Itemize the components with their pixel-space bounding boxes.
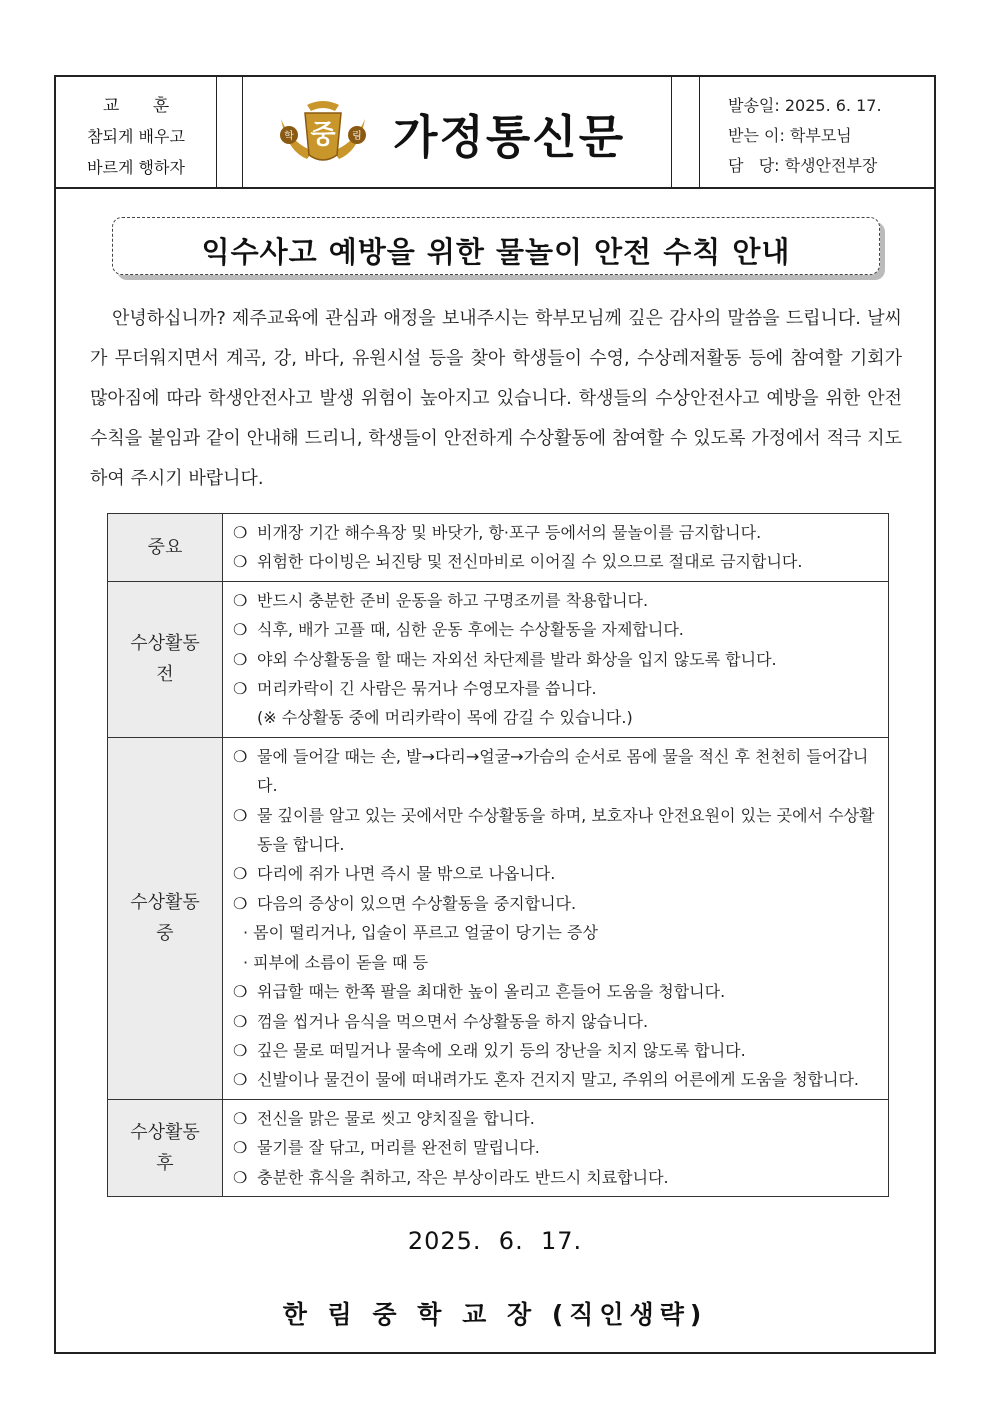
bullet-icon: ❍: [233, 982, 248, 1002]
bullet-icon: ❍: [233, 590, 248, 610]
bullet-icon: ❍: [233, 523, 248, 542]
rule-item: ❍ 다리에 쥐가 나면 즉시 물 밖으로 나옵니다.: [233, 859, 880, 888]
bullet-icon: ❍: [233, 649, 248, 669]
motto-line-2: 바르게 행하자: [87, 158, 185, 177]
safety-rules-table: [107, 513, 889, 1197]
rule-item: ❍ 위급할 때는 한쪽 팔을 최대한 높이 올리고 흔들어 도움을 청합니다.: [233, 977, 880, 1006]
newsletter-frame: [54, 75, 936, 1354]
department: 담 당: 학생안전부장: [728, 156, 878, 175]
rule-item: ❍ 야외 수상활동을 할 때는 자외선 차단제를 발라 화상을 입지 않도록 합니다.: [233, 645, 880, 674]
motto-line-1: 참되게 배우고: [87, 127, 185, 146]
svg-text:림: 림: [352, 131, 362, 142]
bullet-icon: ❍: [233, 746, 248, 766]
intro-paragraph: 안녕하십니까? 제주교육에 관심과 애정을 보내주시는 학부모님께 깊은 감사의 말씀을 드립니다. 날씨가 무더워지면서 계곡, 강, 바다, 유원시설 등을 찾아 학생들이 수영, 수상레저활동 등에 참여할 기회가 많아짐에 따라 학생안전사고 발생 위험이 높아지고 있습니다. 학생들의 수상안전사고 예방을 위한 안전수칙을 붙임과 같이 안내해 드리니, 학생들이 안전하게 수상활동에 참여할 수 있도록 가정에서 적극 지도하여 주시기 바랍니다.: [90, 308, 902, 489]
rules-row-after: [108, 1099, 889, 1196]
recipient: 받는 이: 학부모님: [728, 126, 852, 145]
bullet-icon: ❍: [233, 1138, 248, 1158]
rule-item: ❍ 깊은 물로 떠밀거나 물속에 오래 있기 등의 장난을 치지 않도록 합니다.: [233, 1036, 880, 1065]
rule-subitem: · 피부에 소름이 돋을 때 등: [243, 952, 429, 972]
bullet-icon: ❍: [233, 805, 248, 825]
rule-item: ❍ 비개장 기간 해수욕장 및 바닷가, 항·포구 등에서의 물놀이를 금지합니다.: [233, 518, 880, 547]
bullet-icon: ❍: [233, 620, 248, 640]
header-spacer-2: [671, 77, 700, 187]
rule-item: ❍ 껌을 씹거나 음식을 먹으면서 수상활동을 하지 않습니다.: [233, 1007, 880, 1036]
rule-item: ❍ 물에 들어갈 때는 손, 발→다리→얼굴→가슴의 순서로 몸에 물을 적신 후 천천히 들어갑니다.: [233, 742, 880, 801]
bullet-icon: ❍: [233, 1070, 248, 1090]
rule-item: ❍ 충분한 휴식을 취하고, 작은 부상이라도 반드시 치료합니다.: [233, 1163, 880, 1192]
category-during: 수상활동 중: [108, 737, 223, 1099]
rules-row-before: [108, 581, 889, 737]
rule-item: ❍ 머리카락이 긴 사람은 묶거나 수영모자를 씁니다.: [233, 674, 880, 703]
bullet-icon: ❍: [233, 893, 248, 913]
bullet-icon: ❍: [233, 1011, 248, 1031]
category-important: [108, 514, 223, 582]
svg-text:중: 중: [310, 120, 336, 150]
rule-item: ❍ 위험한 다이빙은 뇌진탕 및 전신마비로 이어질 수 있으므로 절대로 금지합니다.: [233, 547, 880, 576]
rules-before: [223, 581, 889, 737]
newsletter-title: 가정통신문: [393, 110, 626, 164]
bullet-icon: ❍: [233, 864, 248, 884]
document-title: 익수사고 예방을 위한 물놀이 안전 수칙 안내: [201, 235, 791, 269]
bullet-icon: ❍: [233, 552, 248, 572]
principal-signature: 한 림 중 학 교 장 (직인생략): [282, 1300, 708, 1329]
svg-text:학: 학: [284, 131, 294, 142]
school-logo-icon: [277, 97, 369, 167]
send-info: [728, 91, 882, 181]
header-spacer: [216, 77, 243, 187]
school-motto: [56, 77, 217, 187]
rule-item: ❍ 물 깊이를 알고 있는 곳에서만 수상활동을 하며, 보호자나 안전요원이 있는 곳에서 수상활동을 합니다.: [233, 801, 880, 860]
bullet-icon: ❍: [233, 1040, 248, 1060]
rule-item: ❍ 식후, 배가 고플 때, 심한 운동 후에는 수상활동을 자제합니다.: [233, 615, 880, 644]
category-label: 중요: [147, 536, 183, 558]
rule-item: ❍ 전신을 맑은 물로 씻고 양치질을 합니다.: [233, 1104, 880, 1133]
rules-row-important: [108, 514, 889, 582]
rule-item: ❍ 물기를 잘 닦고, 머리를 완전히 말립니다.: [233, 1133, 880, 1162]
rule-item: ❍ 반드시 충분한 준비 운동을 하고 구명조끼를 착용합니다.: [233, 586, 880, 615]
document-title-box: [112, 217, 880, 275]
rules-row-during: [108, 737, 889, 1099]
rule-item: ❍ 신발이나 물건이 물에 떠내려가도 혼자 건지지 말고, 주위의 어른에게 도움을 청합니다.: [233, 1065, 880, 1094]
rules-important: [223, 514, 889, 582]
category-after: 수상활동 후: [108, 1099, 223, 1196]
rule-item: ❍ 다음의 증상이 있으면 수상활동을 중지합니다.: [233, 889, 880, 918]
rule-note: (※ 수상활동 중에 머리카락이 목에 감길 수 있습니다.): [257, 708, 633, 728]
intro-text: [90, 299, 902, 499]
rules-during: [223, 737, 889, 1099]
rule-subitem: · 몸이 떨리거나, 입술이 푸르고 얼굴이 당기는 증상: [243, 923, 598, 943]
category-before: 수상활동 전: [108, 581, 223, 737]
bullet-icon: ❍: [233, 1167, 248, 1187]
title-cell: [243, 77, 672, 187]
bullet-icon: ❍: [233, 679, 248, 699]
motto-title: 교 훈: [102, 96, 184, 116]
header: [56, 77, 934, 189]
issue-date: 2025. 6. 17.: [407, 1227, 583, 1255]
bullet-icon: ❍: [233, 1108, 248, 1128]
rules-after: [223, 1099, 889, 1196]
sent-date: 발송일: 2025. 6. 17.: [728, 96, 882, 115]
